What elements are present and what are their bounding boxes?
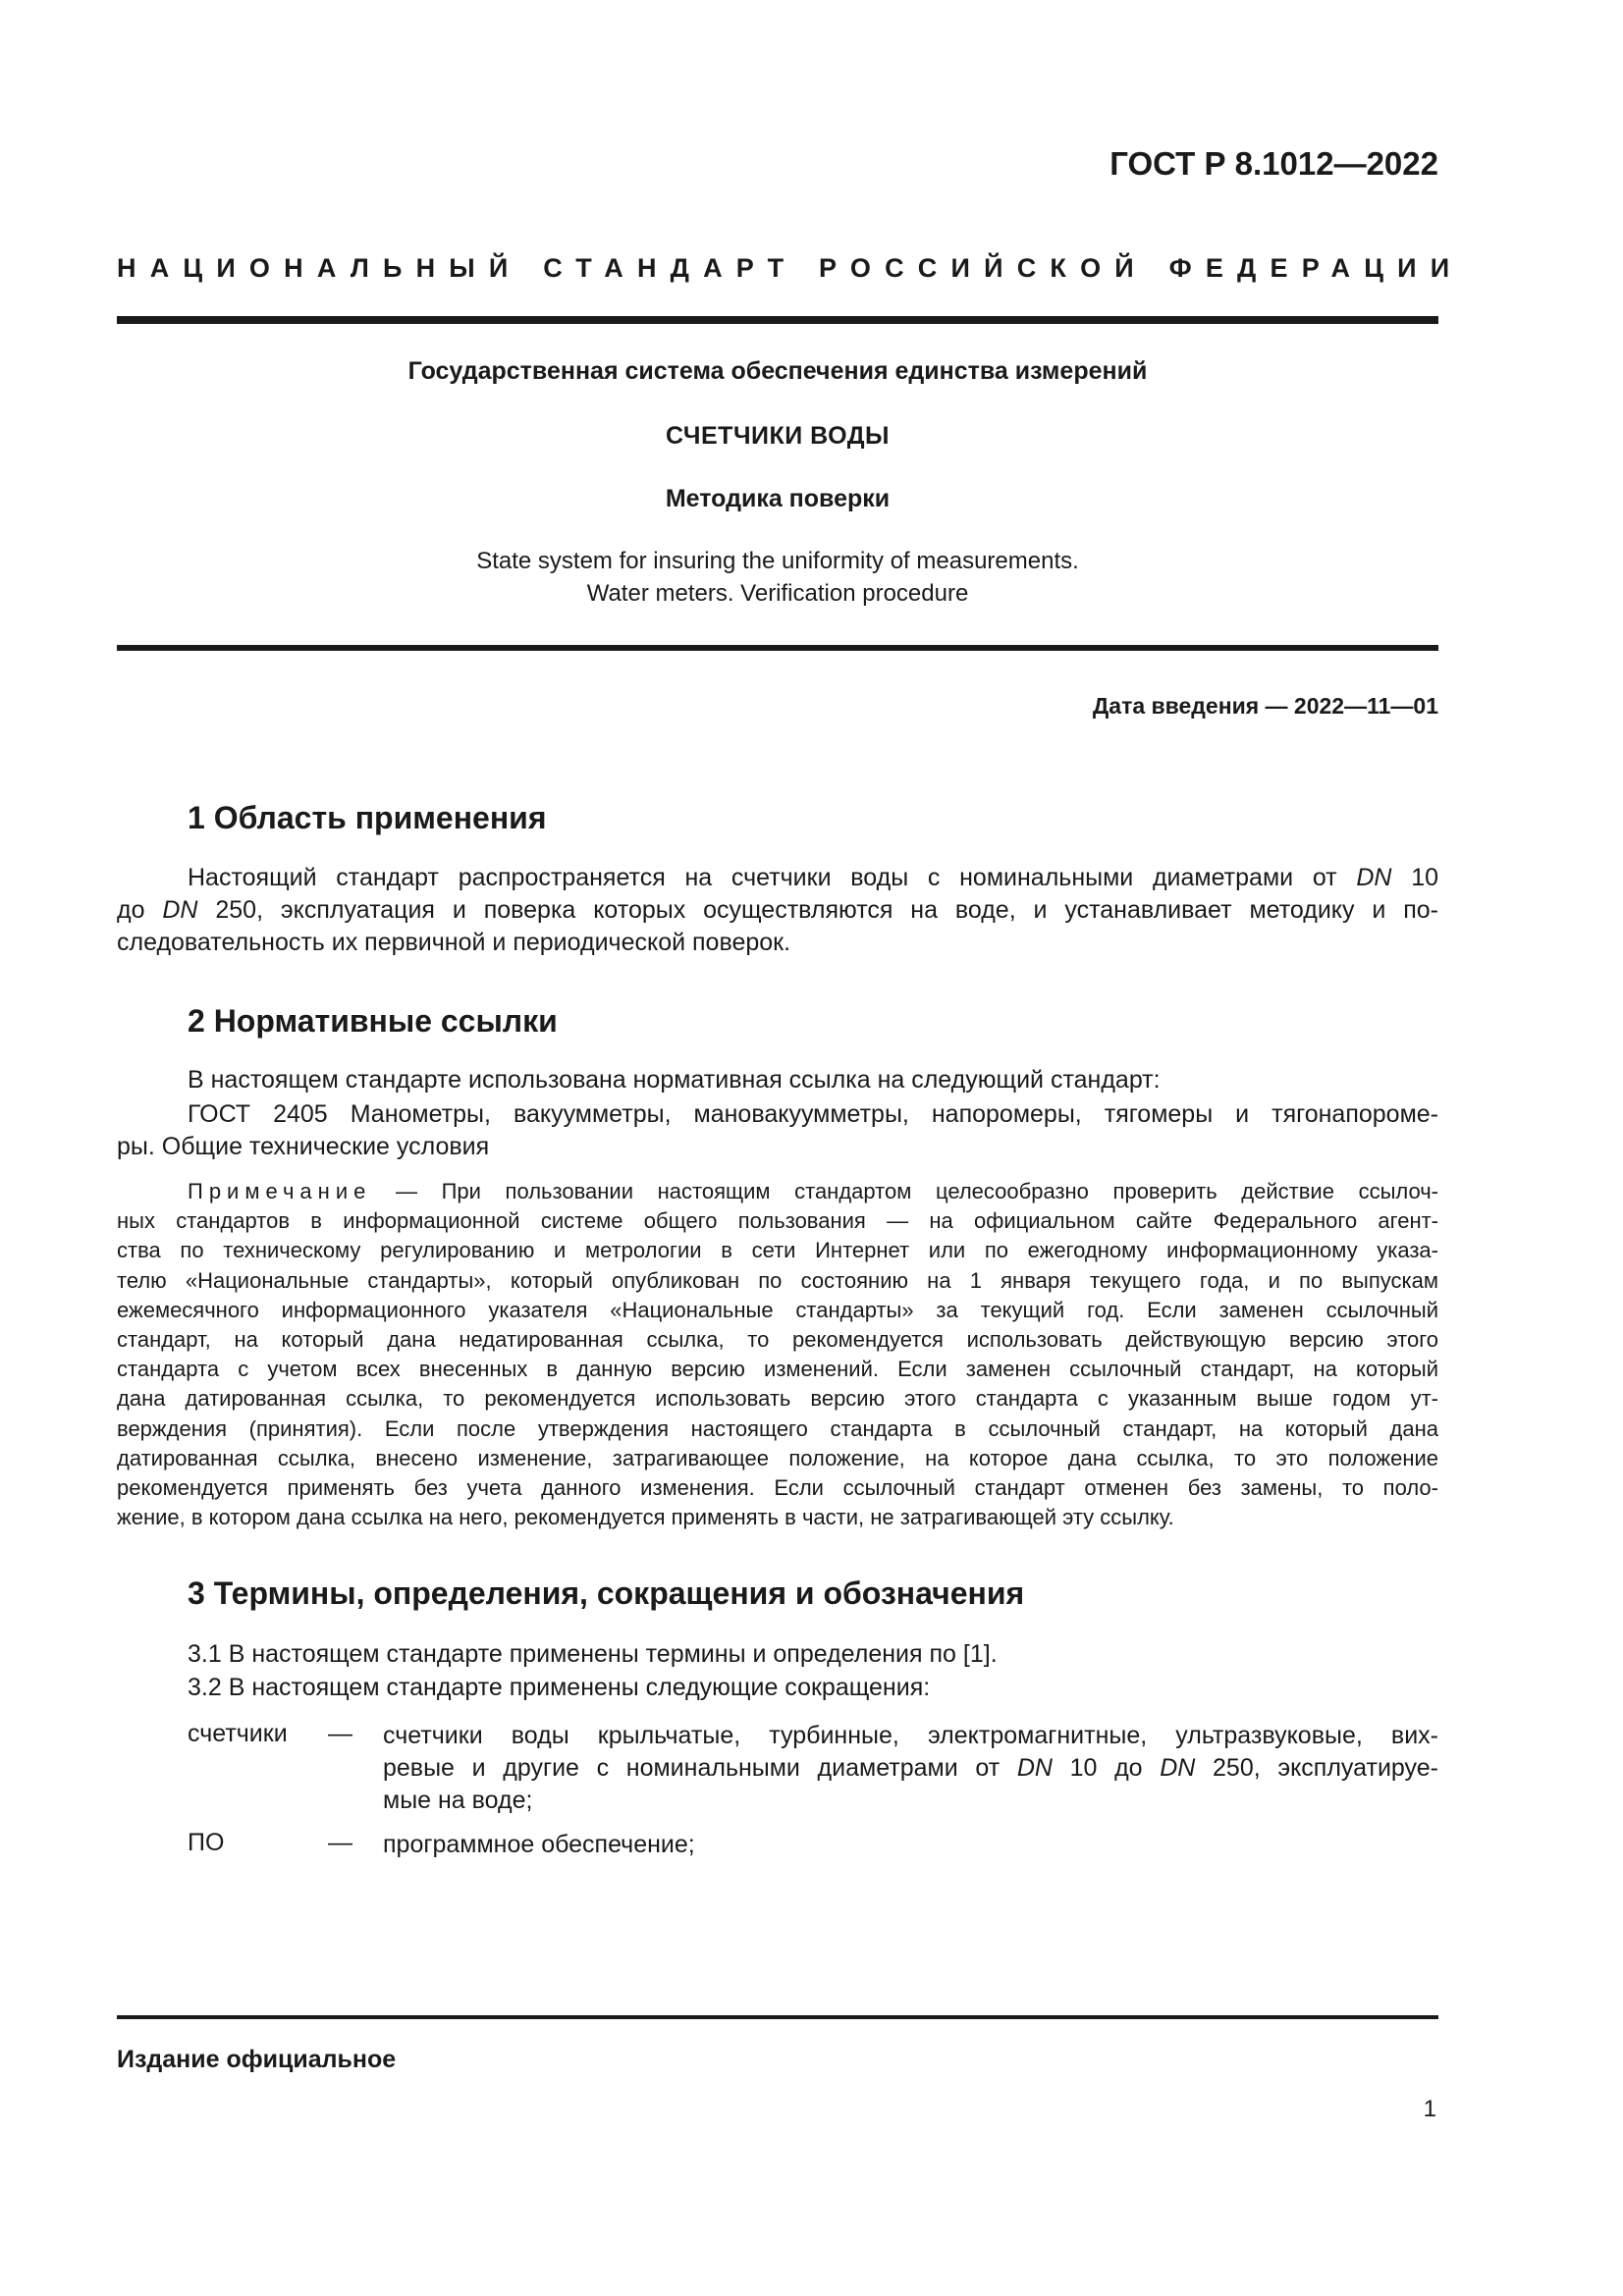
note-line: датированная ссылка, внесено изменение, затрагивающее положение, на которое дана ссылка, то это положение (117, 1445, 1438, 1470)
section-2-heading: 2 Нормативные ссылки (188, 1003, 558, 1039)
note-line: Примечание — При пользовании настоящим стандартом целесообразно проверить действие ссылоч- (188, 1179, 1438, 1203)
definition-line: счетчики воды крыльчатые, турбинные, электромагнитные, ультразвуковые, вих- (383, 1722, 1438, 1749)
definition-line: программное обеспечение; (383, 1831, 695, 1858)
national-standard-header: НАЦИОНАЛЬНЫЙ СТАНДАРТ РОССИЙСКОЙ ФЕДЕРАЦИИ (117, 253, 1464, 283)
paragraph-line: ГОСТ 2405 Манометры, вакуумметры, мановакуумметры, напоромеры, тягомеры и тягонапороме- (188, 1100, 1438, 1128)
definition-line: ревые и другие с номинальными диаметрами от DN 10 до DN 250, эксплуатируе- (383, 1754, 1438, 1782)
note-line: верждения (принятия). Если после утверждения настоящего стандарта в ссылочный стандарт, на который дана (117, 1415, 1438, 1441)
paragraph-line: следовательность их первичной и периодической поверок. (117, 929, 791, 956)
english-title-line-1: State system for insuring the uniformity of measurements. (476, 548, 1079, 574)
paragraph-line: Настоящий стандарт распространяется на счетчики воды с номинальными диаметрами от DN 10 (188, 864, 1439, 891)
note-line: жение, в котором дана ссылка на него, рекомендуется применять в части, не затрагивающей эту ссылку. (117, 1505, 1174, 1530)
page-number: 1 (1423, 2096, 1436, 2122)
note-line: ежемесячного информационного указателя «Национальные стандарты» за текущий год. Если заменен ссылочный (117, 1297, 1438, 1322)
note-line: дана датированная ссылка, то рекомендуется использовать версию этого стандарта с указанным выше годом ут- (117, 1386, 1438, 1412)
paragraph-line: ры. Общие технические условия (117, 1133, 490, 1160)
note-label: Примечание (188, 1179, 372, 1203)
clause-3-1: 3.1 В настоящем стандарте применены термины и определения по [1]. (188, 1640, 998, 1668)
document-subtitle: Методика поверки (665, 485, 891, 512)
section-2-intro: В настоящем стандарте использована нормативная ссылка на следующий стандарт: (188, 1066, 1161, 1094)
document-number: ГОСТ Р 8.1012—2022 (1109, 145, 1438, 182)
system-title: Государственная система обеспечения единства измерений (407, 357, 1148, 385)
abbreviation-term: счетчики (188, 1720, 288, 1747)
definition-line: мые на воде; (383, 1787, 533, 1814)
note-line: рекомендуется применять без учета данного изменения. Если ссылочный стандарт отменен без замены, то поло- (117, 1474, 1438, 1500)
paragraph-line: до DN 250, эксплуатация и поверка которых осуществляются на воде, и устанавливает методику и по- (117, 896, 1439, 924)
document-title: СЧЕТЧИКИ ВОДЫ (666, 422, 890, 450)
section-2-note (117, 1177, 1438, 1532)
abbreviation-definition (383, 1829, 1438, 1861)
abbreviation-term: ПО (188, 1829, 225, 1856)
footer-divider (117, 2015, 1438, 2019)
clause-3-2: 3.2 В настоящем стандарте применены следующие сокращения: (188, 1674, 931, 1701)
normative-reference (117, 1098, 1438, 1163)
note-line: телю «Национальные стандарты», который опубликован по состоянию на 1 января текущего года, и по выпускам (117, 1267, 1438, 1293)
official-edition-label: Издание официальное (117, 2046, 397, 2073)
abbreviation-dash: — (328, 1829, 352, 1856)
english-title-line-2: Water meters. Verification procedure (586, 580, 969, 607)
note-line: стандарт, на который дана недатированная ссылка, то рекомендуется использовать действующую версию этого (117, 1326, 1438, 1352)
title-divider (117, 645, 1438, 651)
introduction-date: Дата введения — 2022—11—01 (1092, 693, 1438, 719)
section-1-heading: 1 Область применения (188, 800, 547, 835)
note-line: ных стандартов в информационной системе общего пользования — на официальном сайте Федерального агент- (117, 1208, 1438, 1234)
header-divider (117, 316, 1438, 324)
abbreviation-definition (383, 1720, 1438, 1817)
english-title (117, 545, 1438, 610)
note-line: стандарта с учетом всех внесенных в данную версию изменений. Если заменен ссылочный стандарт, на который (117, 1357, 1438, 1382)
abbreviation-dash: — (328, 1720, 352, 1747)
note-line: ства по техническому регулированию и метрологии в сети Интернет или по ежегодному информационному указа- (117, 1238, 1438, 1263)
section-3-heading: 3 Термины, определения, сокращения и обозначения (188, 1575, 1025, 1611)
section-1-paragraph (117, 862, 1438, 959)
